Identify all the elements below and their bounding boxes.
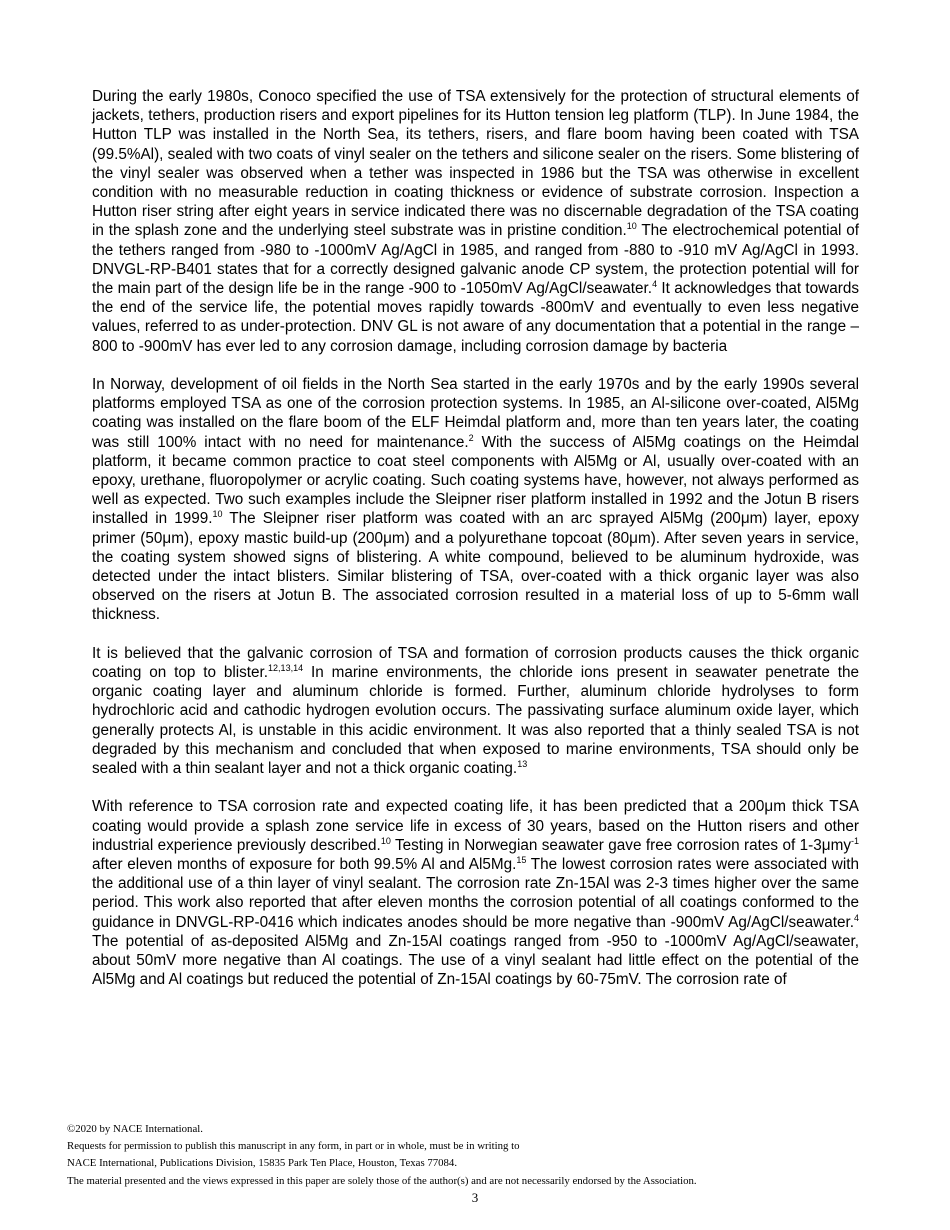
paragraph-text: The Sleipner riser platform was coated with an arc sprayed Al5Mg (200μm) layer, epoxy primer (50μm), epoxy mastic build-up (200μm) and a polyurethane topcoat (80μm). After seven years in service, the coating system showed signs of blistering. A white compound, believed to be aluminum hydroxide, was detected under the intact blisters. Similar blistering of TSA, over-coated with a thick organic layer was also observed on the risers at Jotun B. The associated corrosion resulted in a material loss of up to 5-6mm wall thickness. (92, 510, 860, 624)
paragraph (92, 87, 859, 356)
citation-superscript: 10 (626, 221, 637, 232)
paragraph (92, 797, 859, 989)
paragraph (92, 375, 859, 625)
footer-address: NACE International, Publications Division, 15835 Park Ten Place, Houston, Texas 77084. (67, 1157, 458, 1170)
footer-disclaimer: The material presented and the views expressed in this paper are solely those of the author(s) and are not necessarily endorsed by the Association. (67, 1174, 697, 1187)
paragraph (92, 644, 859, 778)
citation-superscript: 4 (853, 912, 859, 923)
citation-superscript: 10 (212, 509, 223, 520)
paragraph-text: It is believed that the galvanic corrosion of TSA and formation of corrosion products causes the thick organic coating on top to blister. (92, 644, 859, 682)
body-text (92, 87, 859, 1009)
paragraph-text: The lowest corrosion rates were associated with the additional use of a thin layer of vinyl sealant. The corrosion rate Zn-15Al was 2-3 times higher over the same period. This work also reported that after eleven months the corrosion potential of all coatings conformed to the guidance in DNVGL-RP-0416 which indicates anodes should be more negative than -900mV Ag/AgCl/seawater. (92, 856, 859, 931)
paragraph-text: With reference to TSA corrosion rate and expected coating life, it has been predicted that a 200μm thick TSA coating would provide a splash zone service life in excess of 30 years, based on the Hutton risers and other industrial experience previously described. (92, 798, 859, 854)
citation-superscript: -1 (851, 835, 860, 846)
page-number: 3 (471, 1190, 479, 1205)
paragraph-text: During the early 1980s, Conoco specified the use of TSA extensively for the protection of structural elements of jackets, tethers, production risers and export pipelines for its Hutton tension leg platform (TLP). In June 1984, the Hutton TLP was installed in the North Sea, its tethers, risers, and flare boom having been coated with TSA (99.5%Al), sealed with two coats of vinyl sealer on the tethers and silicone sealer on the risers. Some blistering of the vinyl sealer was observed when a tether was inspected in 1986 but the TSA was otherwise in excellent condition with no measurable reduction in coating thickness or evidence of substrate corrosion. Inspection a Hutton riser string after eight years in service indicated there was no discernable degradation of the TSA coating in the splash zone and the underlying steel substrate was in pristine condition. (92, 88, 859, 240)
footer-copyright: ©2020 by NACE International. (67, 1123, 203, 1135)
paragraph-text: In marine environments, the chloride ions present in seawater penetrate the organic coating layer and aluminum chloride is formed. Further, aluminum chloride hydrolyses to form hydrochloric acid and cathodic hydrogen evolution occurs. The passivating surface aluminum oxide layer, which generally protects Al, is unstable in this acidic environment. It was also reported that a thinly sealed TSA is not degraded by this mechanism and concluded that when exposed to marine environments, TSA should only be sealed with a thin sealant layer and not a thick organic coating. (92, 664, 860, 778)
citation-superscript: 10 (380, 835, 391, 846)
paragraph-text: It acknowledges that towards the end of the service life, the potential moves rapidly towards -800mV and eventually to even less negative values, referred to as under-protection. DNV GL is not aware of any documentation that a potential in the range –800 to -900mV has ever led to any corrosion damage, including corrosion damage by bacteria (92, 280, 859, 355)
footer (67, 1121, 887, 1190)
citation-superscript: 2 (468, 432, 474, 443)
citation-superscript: 4 (652, 279, 658, 290)
paragraph-text: In Norway, development of oil fields in the North Sea started in the early 1970s and by the early 1990s several platforms employed TSA as one of the corrosion protection systems. In 1985, an Al-silicone over-coated, Al5Mg coating was installed on the flare boom of the ELF Heimdal platform and, more than ten years later, the coating was still 100% intact with no need for maintenance. (92, 376, 859, 451)
paragraph-text: after eleven months of exposure for both 99.5% Al and Al5Mg. (92, 856, 517, 874)
citation-superscript: 12,13,14 (268, 663, 304, 674)
footer-permission: Requests for permission to publish this manuscript in any form, in part or in whole, must be in writing to (67, 1140, 520, 1153)
paragraph-text: The electrochemical potential of the tethers ranged from -980 to -1000mV Ag/AgCl in 1985, and ranged from -880 to -910 mV Ag/AgCl in 1993. DNVGL-RP-B401 states that for a correctly designed galvanic anode CP system, the protection potential will for the main part of the design life be in the range -900 to -1050mV Ag/AgCl/seawater. (92, 222, 859, 298)
paragraph-text: With the success of Al5Mg coatings on the Heimdal platform, it became common practice to coat steel components with Al5Mg or Al, usually over-coated with an epoxy, urethane, fluoropolymer or acrylic coating. Such coating systems have, however, not always performed as well as expected. Two such examples include the Sleipner riser platform installed in 1992 and the Jotun B risers installed in 1999. (92, 433, 859, 528)
citation-superscript: 15 (516, 855, 527, 866)
paragraph-text: The potential of as-deposited Al5Mg and Zn-15Al coatings ranged from -950 to -1000mV Ag/AgCl/seawater, about 50mV more negative than Al coatings. The use of a vinyl sealant had little effect on the potential of the Al5Mg and Al coatings but reduced the potential of Zn-15Al coatings by 60-75mV. The corrosion rate of (92, 932, 859, 989)
citation-superscript: 13 (517, 759, 528, 770)
paragraph-text: Testing in Norwegian seawater gave free corrosion rates of 1-3μmy (390, 836, 851, 854)
